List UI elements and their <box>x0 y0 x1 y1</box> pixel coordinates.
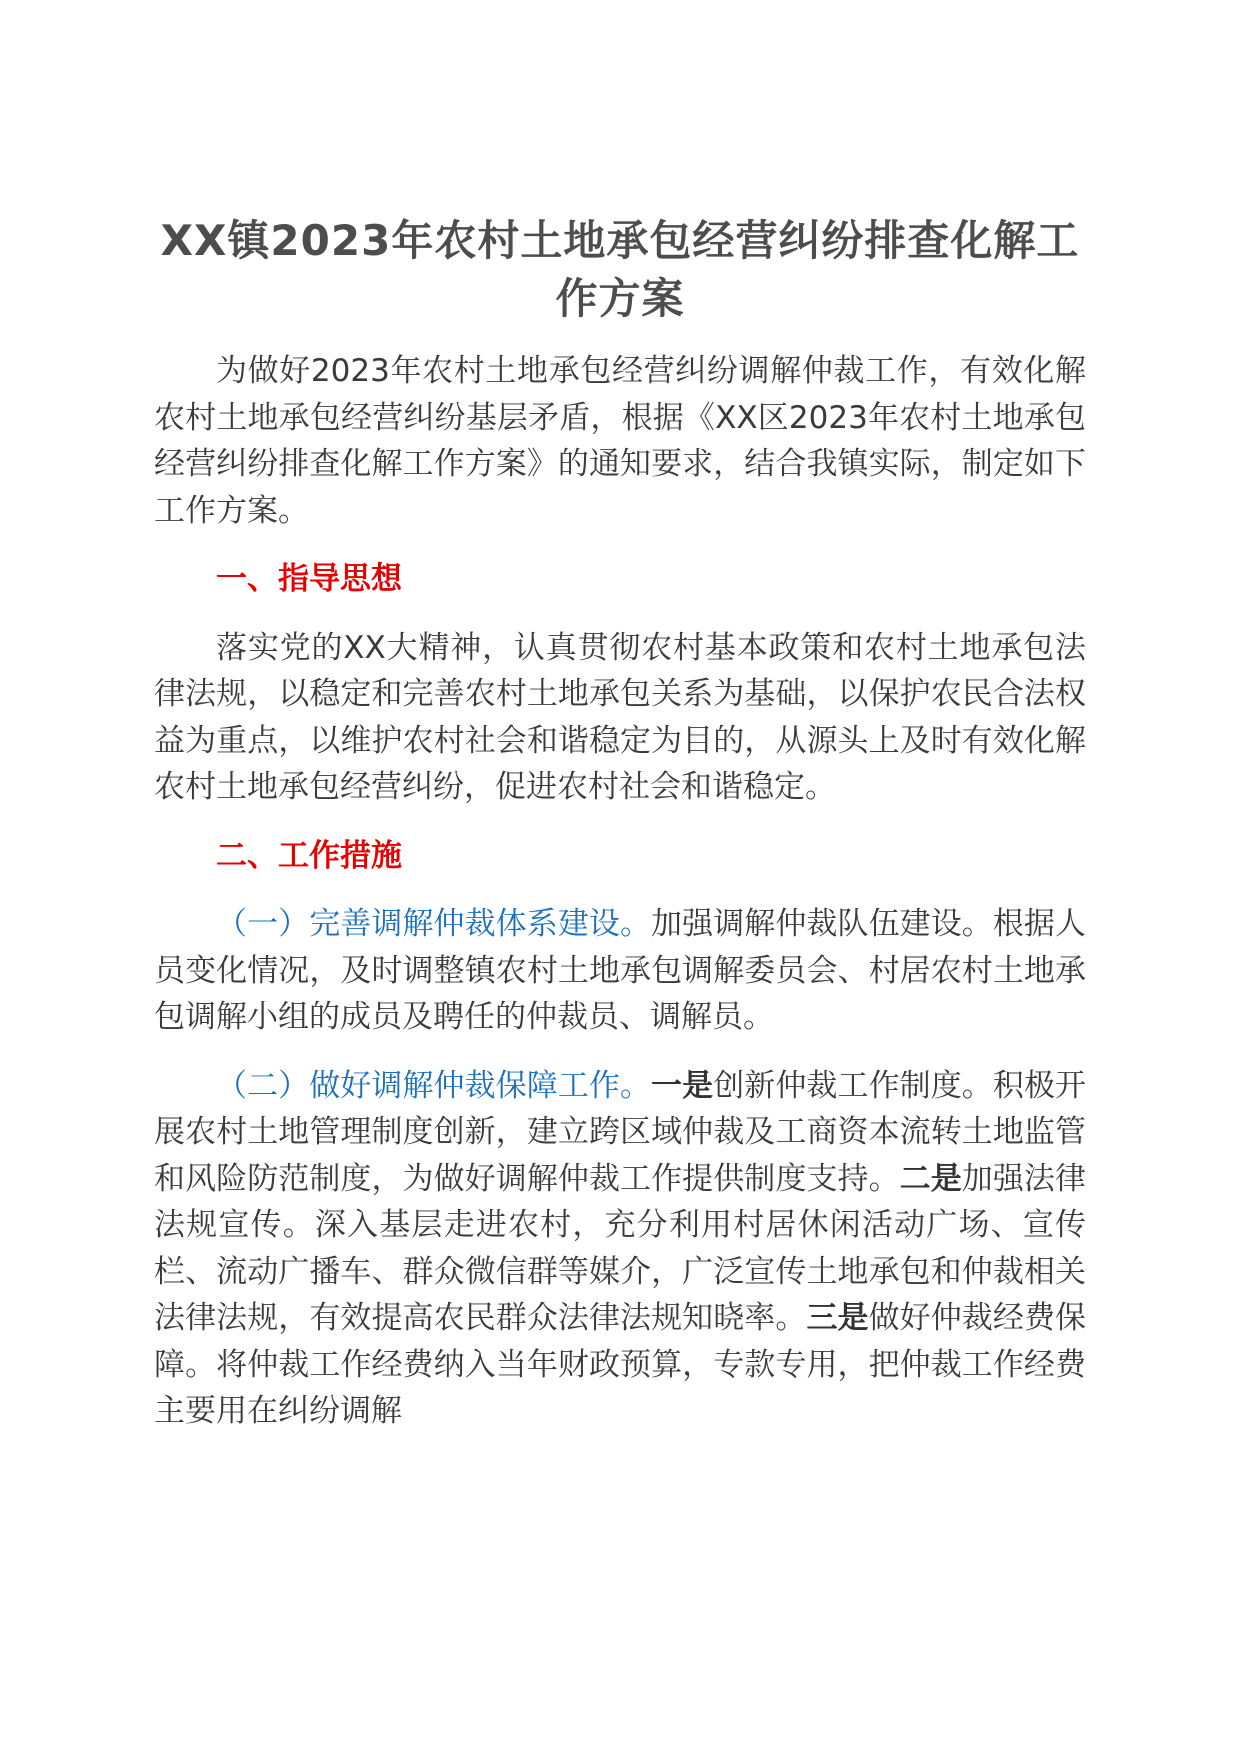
measure-body-1: 加强调解仲裁队伍建设。根据人员变化情况，及时调整镇农村土地承包调解委员会、村居农村土地承包调解小组的成员及聘任的仲裁员、调解员。 <box>154 906 1087 1035</box>
measure-subheading-1: （一）完善调解仲裁体系建设。 <box>216 906 652 942</box>
item-body-3: 做好仲裁经费保障。将仲裁工作经费纳入当年财政预算，专款专用，把仲裁工作经费主要用在纠纷调解 <box>154 1300 1087 1429</box>
document-page <box>154 212 1086 1435</box>
section-heading-guiding-ideology: 一、指导思想 <box>216 561 402 597</box>
document-title: XX镇2023年农村土地承包经营纠纷排查化解工作方案 <box>160 216 1080 323</box>
measure-paragraph-1 <box>154 901 1086 1041</box>
intro-paragraph: 为做好2023年农村土地承包经营纠纷调解仲裁工作，有效化解农村土地承包经营纠纷基层矛盾，根据《XX区2023年农村土地承包经营纠纷排查化解工作方案》的通知要求，结合我镇实际，制定如下工作方案。 <box>154 353 1086 529</box>
measure-subheading-2: （二）做好调解仲裁保障工作。 <box>216 1067 652 1104</box>
item-label-2: 二是 <box>899 1160 962 1197</box>
section-heading-work-measures: 二、工作措施 <box>216 837 402 874</box>
item-body-1: 创新仲裁工作制度。积极开展农村土地管理制度创新，建立跨区域仲裁及工商资本流转土地监管和风险防范制度，为做好调解仲裁工作提供制度支持。 <box>154 1067 1087 1197</box>
item-body-2: 加强法律法规宣传。深入基层走进农村，充分利用村居休闲活动广场、宣传栏、流动广播车、群众微信群等媒介，广泛宣传土地承包和仲裁相关法律法规，有效提高农民群众法律法规知晓率。 <box>154 1160 1087 1336</box>
item-label-3: 三是 <box>806 1300 869 1336</box>
guiding-ideology-paragraph: 落实党的XX大精神，认真贯彻农村基本政策和农村土地承包法律法规，以稳定和完善农村土地承包关系为基础，以保护农民合法权益为重点，以维护农村社会和谐稳定为目的，从源头上及时有效化解农村土地承包经营纠纷，促进农村社会和谐稳定。 <box>154 629 1086 805</box>
measure-paragraph-2 <box>154 1063 1086 1435</box>
item-label-1: 一是 <box>651 1067 714 1104</box>
